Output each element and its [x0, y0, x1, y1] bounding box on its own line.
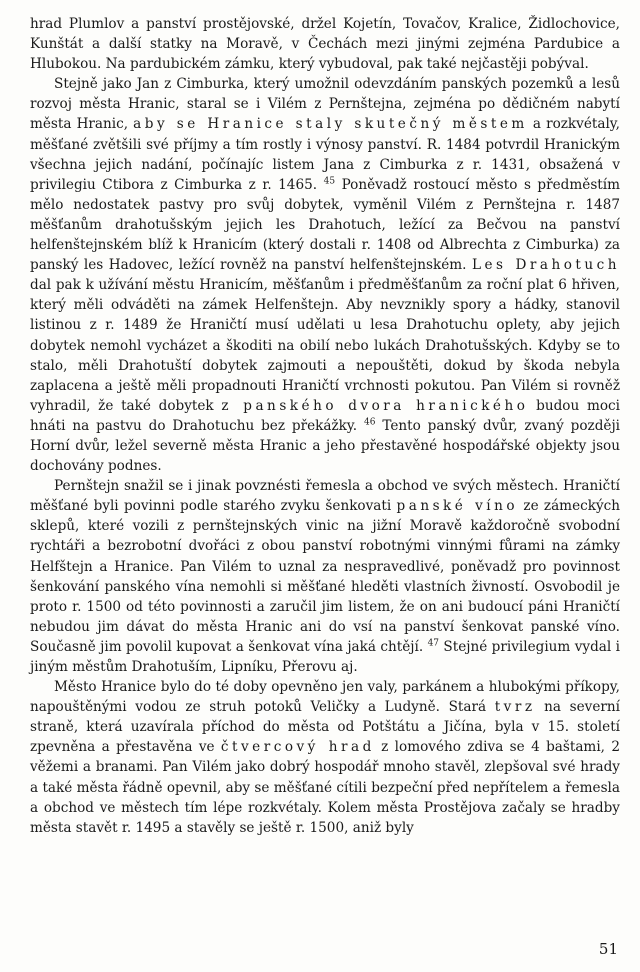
text-run: z lomového zdiva se 4 baštami, 2 věžemi a branami. Pan Vilém jako dobrý hospodář mnoho stavěl, zlepšoval své hrady a také města řádně opevnil, aby se měšťané cítili bezpeční před nepřítelem a řemesla a obchod ve městech tím lépe rozkvétaly. Kolem města Prostějova začaly se hradby města stavět r. 1495 a stavěly se ještě r. 1500, aniž byly: [30, 739, 620, 836]
text-run: na severní straně, která uzavírala příchod do města od Potštátu a Jičína, byla v 15. století zpevněna a přestavěna ve: [30, 699, 620, 756]
text-run: Stejné privilegium vydal i jiným městům Drahotuším, Lipníku, Přerovu aj.: [30, 638, 620, 675]
paragraph: [30, 476, 620, 677]
spaced-text: panské víno: [396, 498, 519, 515]
spaced-text: aby se Hranice staly skutečný městem: [133, 116, 528, 133]
spaced-text: tvrz: [494, 699, 536, 716]
paragraph: [30, 677, 620, 838]
text-run: Město Hranice bylo do té doby opevněno jen valy, parkánem a hlubokými příkopy, napouštěnými vodou ze struh potoků Veličky a Ludyně. Stará: [30, 679, 620, 716]
text-run: Pernštejn snažil se i jinak povznésti řemesla a obchod ve svých městech. Hraničtí měšťané byli povinni podle starého zvyku šenkovati: [30, 478, 620, 515]
text-run: budou moci hnáti na pastvu do Drahotuchu bez překážky.: [30, 397, 620, 434]
paragraph: [30, 74, 620, 476]
text-run: hrad Plumlov a panství prostějovské, držel Kojetín, Tovačov, Kralice, Židlochovice, Kunštát a další statky na Moravě, v Čechách mezi jinými zejména Pardubice a Hlubokou. Na pardubickém zámku, který vybudoval, pak také nejčastěji pobýval.: [30, 16, 620, 73]
text-run: Stejně jako Jan z Cimburka, který umožnil odevzdáním panských pozemků a lesů rozvoj města Hranic, staral se i Vilém z Pernštejna, zejména po dědičném nabytí města Hranic,: [30, 76, 620, 133]
text-run: dal pak k užívání městu Hranicím, měšťanům i předměšťanům za roční plat 6 hřiven, který měli odváděti na zámek Helfenštejn. Aby nevznikly spory a hádky, stanovil listinou z r. 1489 že Hraničtí musí udělati u lesa Drahotuchu oplety, aby jejich dobytek nemohl vycházet a škoditi na obilí nebo lukách Drahotušských. Kdyby se to stalo, měli Drahotuští dobytek zajmouti a nepouštěti, dokud by škoda nebyla zaplacena a ještě měli propadnouti Hraničtí vrchnosti pokutou. Pan Vilém si rovněž vyhradil, že také dobytek: [30, 277, 620, 414]
page-number: 51: [598, 940, 618, 958]
text-run: Poněvadž rostoucí město s předměstím mělo nedostatek pastvy pro svůj dobytek, vyměnil Vilém z Pernštejna r. 1487 měšťanům drahotušským jejich les Drahotuch, ležící za Bečvou na panství helfenštejnském blíž k Hranicím (který dostali r. 1408 od Albrechta z Cimburka) za panský les Hadovec, ležící rovněž na panství helfenštejnském.: [30, 176, 620, 274]
footnote-ref: 47: [427, 638, 440, 649]
footnote-ref: 46: [363, 417, 376, 428]
text-run: a rozkvétaly, měšťané zvětšili své příjmy a tím rostly i výnosy panství. R. 1484 potvrdil Hranickým všechna jejich nadání, počínajíc listem Jana z Cimburka z r. 1431, obsažená v privilegiu Ctibora z Cimburka z r. 1465.: [30, 116, 620, 193]
text-run: ze zámeckých sklepů, které vozili z pernštejnských vinic na jižní Moravě každoročně svobodní rychtáři a bezrobotní dvořáci z obou panství robotnými vinnými fůrami na zámky Helfštejn a Hranice. Pan Vilém to uznal za nespravedlivé, poněvadž pro povinnost šenkování panského vína nemohli si měšťané hleděti vlastních živností. Osvobodil je proto r. 1500 od této povinnosti a zaručil jim listem, že on ani budoucí páni Hraničtí nebudou jim dávat do města Hranic ani do vsí na panství šenkovat panské víno. Současně jim povolil kupovat a šenkovat vína jaká chtějí.: [30, 498, 621, 655]
spaced-text: z panského dvora hranického: [221, 397, 529, 414]
footnote-ref: 45: [323, 176, 336, 187]
page-text: [30, 14, 620, 838]
spaced-text: čtvercový hrad: [220, 739, 375, 756]
spaced-text: Les Drahotuch: [471, 257, 620, 274]
text-run: Tento panský dvůr, zvaný později Horní dvůr, ležel severně města Hranic a jeho přestavěné hospodářské objekty jsou dochovány podnes.: [30, 417, 621, 475]
paragraph: [30, 14, 620, 74]
